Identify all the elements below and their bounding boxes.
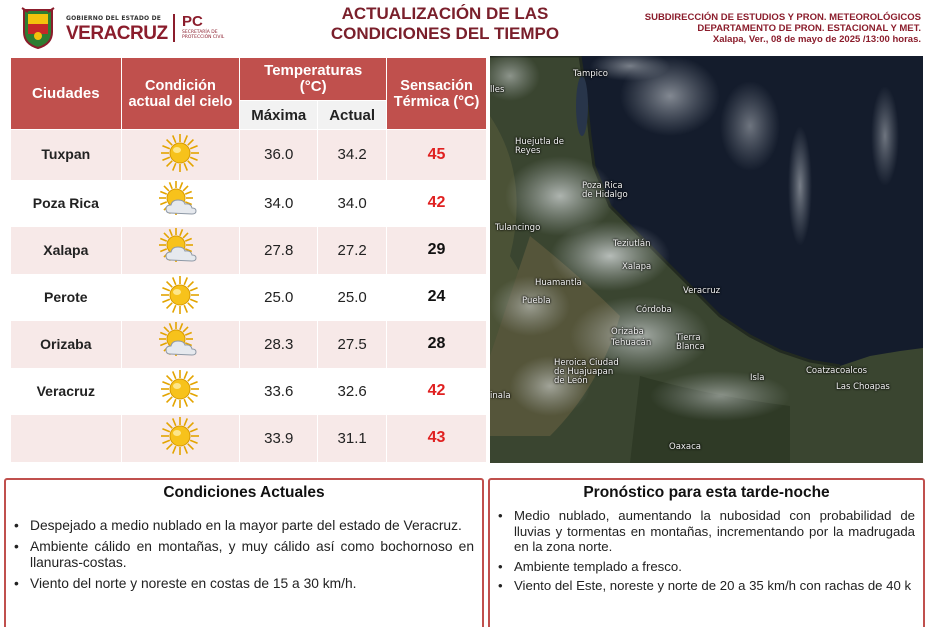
map-place-label: lles (490, 85, 505, 95)
map-place-label: Isla (750, 373, 765, 383)
sky-condition-cell (121, 368, 240, 415)
map-place-label: inala (490, 391, 511, 401)
sun-cloud-icon (156, 228, 204, 272)
map-place-label: Poza Rica de Hidalgo (582, 181, 628, 200)
max-temp: 25.0 (240, 274, 318, 321)
table-row (11, 274, 487, 321)
max-temp: 36.0 (240, 130, 318, 180)
map-place-label: Tampico (573, 69, 608, 79)
weather-table (10, 57, 487, 462)
map-place-label: Orizaba (611, 327, 644, 337)
table-row (11, 227, 487, 274)
sensation-temp: 42 (387, 180, 487, 227)
table-row (11, 180, 487, 227)
forecast-list (498, 508, 915, 594)
current-temp: 34.2 (318, 130, 387, 180)
veracruz-seal-icon (18, 6, 58, 50)
current-conditions-title: Condiciones Actuales (163, 484, 325, 501)
city-name: Orizaba (11, 321, 122, 368)
map-place-label: Oaxaca (669, 442, 702, 452)
sensation-temp: 45 (387, 130, 487, 180)
city-name: Poza Rica (11, 180, 122, 227)
sensation-temp: 28 (387, 321, 487, 368)
current-temp: 34.0 (318, 180, 387, 227)
current-condition-item: • Viento del norte y noreste en costas de 15 a 30 km/h. (14, 576, 474, 592)
max-temp: 33.9 (240, 415, 318, 462)
map-place-label: Veracruz (683, 286, 721, 296)
department-line-2: DEPARTAMENTO DE PRON. ESTACIONAL Y MET. (697, 23, 921, 34)
max-temp: 34.0 (240, 180, 318, 227)
table-row (11, 321, 487, 368)
sun-icon (156, 275, 204, 319)
map-place-label: Coatzacoalcos (806, 366, 868, 376)
map-place-label: Tierra Blanca (676, 333, 705, 352)
department-line-1: SUBDIRECCIÓN DE ESTUDIOS Y PRON. METEOROLÓGICOS (644, 12, 921, 23)
sensation-temp: 42 (387, 368, 487, 415)
max-temp: 33.6 (240, 368, 318, 415)
city-name: Xalapa (11, 227, 122, 274)
header-sky-condition: Condición actual del cielo (121, 58, 240, 130)
city-name: Perote (11, 274, 122, 321)
header-sensation: Sensación Térmica (°C) (387, 58, 487, 130)
header-current: Actual (318, 101, 387, 130)
sun-cloud-icon (156, 181, 204, 225)
forecast-panel (488, 478, 925, 627)
forecast-item: • Ambiente templado a fresco. (498, 559, 915, 575)
sensation-temp: 29 (387, 227, 487, 274)
current-temp: 31.1 (318, 415, 387, 462)
header-max: Máxima (240, 101, 318, 130)
satellite-image (490, 56, 923, 463)
sun-icon (156, 133, 204, 177)
sky-condition-cell (121, 130, 240, 180)
map-place-label: Huamantla (535, 278, 582, 288)
page-title-line-1: ACTUALIZACIÓN DE LAS (341, 4, 549, 23)
city-name: Veracruz (11, 368, 122, 415)
map-place-label: Xalapa (622, 262, 652, 272)
current-temp: 32.6 (318, 368, 387, 415)
satellite-map-graphic (490, 56, 923, 463)
page-title (300, 4, 590, 44)
header-cities: Ciudades (11, 58, 122, 130)
forecast-title: Pronóstico para esta tarde-noche (583, 484, 830, 501)
current-condition-item: • Despejado a medio nublado en la mayor parte del estado de Veracruz. (14, 518, 474, 534)
sensation-temp: 24 (387, 274, 487, 321)
sun-icon (156, 369, 204, 413)
map-place-label: Córdoba (636, 305, 672, 315)
header (0, 0, 935, 56)
max-temp: 28.3 (240, 321, 318, 368)
sensation-temp: 43 (387, 415, 487, 462)
current-conditions-list (14, 518, 474, 592)
forecast-item: • Medio nublado, aumentando la nubosidad con probabilidad de lluvias y tormentas en montañas, incrementando por la madrugada en la zona norte. (498, 508, 915, 555)
current-conditions-panel (4, 478, 484, 627)
pc-logo-subtitle: SECRETARÍA DE PROTECCIÓN CIVIL (182, 30, 225, 40)
sky-condition-cell (121, 321, 240, 368)
table-row (11, 130, 487, 180)
map-place-label: Tulancingo (495, 223, 541, 233)
current-temp: 27.5 (318, 321, 387, 368)
sun-icon (156, 416, 204, 460)
sun-cloud-icon (156, 322, 204, 366)
current-temp: 27.2 (318, 227, 387, 274)
map-place-label: Heroica Ciudad de Huajuapan de León (554, 358, 619, 386)
map-place-label: Tehuacán (611, 338, 652, 348)
gov-small-label: GOBIERNO DEL ESTADO DE (66, 15, 162, 22)
sky-condition-cell (121, 227, 240, 274)
map-place-label: Huejutla de Reyes (515, 137, 564, 156)
map-place-label: Las Choapas (836, 382, 890, 392)
gov-state-name: VERACRUZ (66, 23, 168, 44)
city-name (11, 415, 122, 462)
city-name: Tuxpan (11, 130, 122, 180)
sky-condition-cell (121, 274, 240, 321)
header-temperatures: Temperaturas (°C) (240, 58, 387, 101)
sky-condition-cell (121, 415, 240, 462)
page-title-line-2: CONDICIONES DEL TIEMPO (330, 24, 560, 43)
table-row (11, 415, 487, 462)
forecast-item: • Viento del Este, noreste y norte de 20 a 35 km/h con rachas de 40 k (498, 578, 915, 594)
current-condition-item: • Ambiente cálido en montañas, y muy cálido así como bochornoso en llanuras-costas. (14, 539, 474, 571)
map-place-label: Teziutlán (613, 239, 651, 249)
current-temp: 25.0 (318, 274, 387, 321)
issue-datetime: Xalapa, Ver., 08 de mayo de 2025 /13:00 horas. (712, 34, 921, 45)
pc-logo-text: PC (182, 13, 203, 30)
map-place-label: Puebla (522, 296, 551, 306)
weather-table-body (11, 130, 487, 462)
logo-divider (173, 14, 175, 42)
sky-condition-cell (121, 180, 240, 227)
table-row (11, 368, 487, 415)
government-logo (18, 6, 233, 50)
department-info (645, 12, 921, 45)
max-temp: 27.8 (240, 227, 318, 274)
